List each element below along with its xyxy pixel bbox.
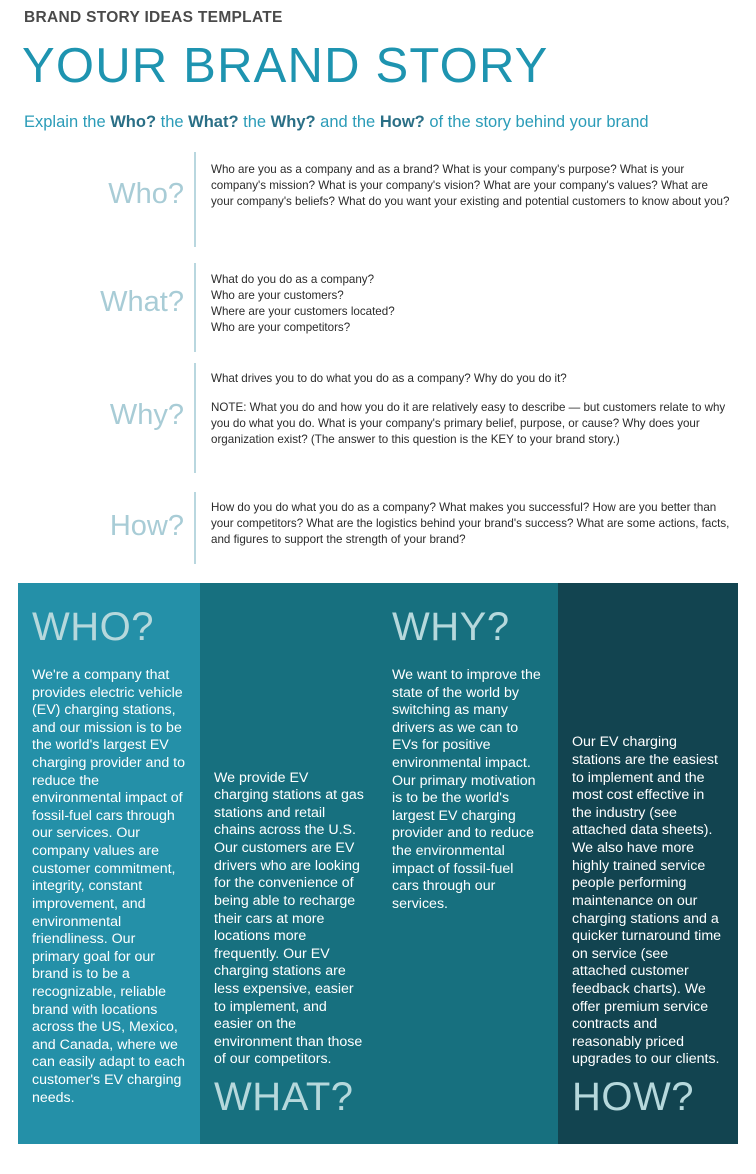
question-divider-what: [194, 263, 196, 352]
panel-body-why[interactable]: We want to improve the state of the world by switching as many drivers as we can to EVs for positive environmental impact. Our primary motivation is to be the world's largest EV charging provider and to reduce the environmental impact of fossil-fuel cars through our services.: [392, 667, 541, 912]
panel-body-what[interactable]: We provide EV charging stations at gas stations and retail chains across the U.S. Our customers are EV drivers who are looking for the convenience of being able to recharge their cars at more locations more frequently. Our EV charging stations are less expensive, easier to implement, and easier on the environment than those of our competitors.: [214, 769, 364, 1068]
answer-panel-what: [200, 583, 378, 1144]
question-paragraph: Who are your customers?: [211, 288, 344, 302]
subtitle-how: How?: [379, 113, 425, 131]
question-paragraph: What do you do as a company?: [211, 273, 375, 286]
question-label-why: Why?: [109, 399, 184, 431]
subtitle-part-d: and the: [315, 113, 380, 131]
subtitle-part-b: the: [156, 113, 189, 131]
subtitle-part-e: of the story behind your brand: [424, 113, 649, 131]
panel-heading-why: WHY?: [392, 605, 510, 649]
question-paragraph: Who are you as a company and as a brand? What is your company's purpose? What is your company's mission? What is your company's vision? What are your company's values? What are your company's beliefs? What do you want your existing and potential customers to know about you?: [211, 163, 730, 208]
question-row-who: [0, 152, 756, 257]
subtitle-why: Why?: [270, 113, 316, 131]
question-text-what: [211, 272, 731, 336]
answer-panels: [18, 583, 738, 1144]
panel-body-who[interactable]: We're a company that provides electric vehicle (EV) charging stations, and our mission is to be the world's largest EV charging provider and to reduce the environmental impact of fossil-fuel cars through our services. Our company values are customer commitment, integrity, constant improvement, and environmental friendliness. Our primary goal for our brand is to be a recognizable, reliable brand with locations across the US, Mexico, and Canada, where we can easily adapt to each customer's EV charging needs.: [32, 667, 186, 1106]
question-divider-why: [194, 363, 196, 473]
question-label-who: Who?: [108, 178, 184, 210]
question-text-how: [211, 500, 731, 548]
subtitle-who: Who?: [110, 113, 157, 131]
panel-heading-who: WHO?: [32, 605, 154, 649]
answer-panel-how: [558, 583, 738, 1144]
question-paragraph: Who are your competitors?: [211, 320, 351, 334]
question-row-why: [0, 363, 756, 478]
question-row-what: [0, 263, 756, 358]
question-row-how: [0, 492, 756, 572]
question-paragraph: How do you do what you do as a company? What makes you successful? How are you better than your competitors? What are the logistics behind your brand's success? What are some actions, facts, and figures to support the strength of your brand?: [211, 501, 730, 546]
question-paragraph: NOTE: What you do and how you do it are relatively easy to describe — but customers relate to why you do what you do. What is your company's primary belief, purpose, or cause? Why does your organization exist? (The answer to this question is the KEY to your brand story.): [211, 400, 726, 446]
panel-body-how[interactable]: Our EV charging stations are the easiest to implement and the most cost effective in the industry (see attached data sheets). We also have more highly trained service people performing maintenance on our charging stations and a quicker turnaround time on service (see attached customer feedback charts). We offer premium service contracts and reasonably priced upgrades to our clients.: [572, 734, 722, 1068]
page-subtitle: [24, 113, 649, 132]
question-divider-how: [194, 492, 196, 564]
question-label-how: How?: [109, 510, 184, 542]
question-text-who: [211, 162, 731, 210]
question-label-what: What?: [100, 286, 184, 318]
subtitle-what: What?: [188, 113, 239, 131]
panel-heading-how: HOW?: [572, 1075, 694, 1119]
template-eyebrow-label: BRAND STORY IDEAS TEMPLATE: [24, 9, 283, 26]
subtitle-part-c: the: [238, 113, 271, 131]
panel-heading-what: WHAT?: [214, 1075, 354, 1119]
question-paragraph: What drives you to do what you do as a company? Why do you do it?: [211, 372, 567, 385]
question-paragraph: Where are your customers located?: [211, 304, 395, 318]
question-divider-who: [194, 152, 196, 247]
subtitle-part-a: Explain the: [24, 113, 111, 131]
page-title: YOUR BRAND STORY: [22, 39, 549, 93]
answer-panel-who: [18, 583, 200, 1144]
question-text-why: [211, 371, 731, 448]
answer-panel-why: [378, 583, 558, 1144]
